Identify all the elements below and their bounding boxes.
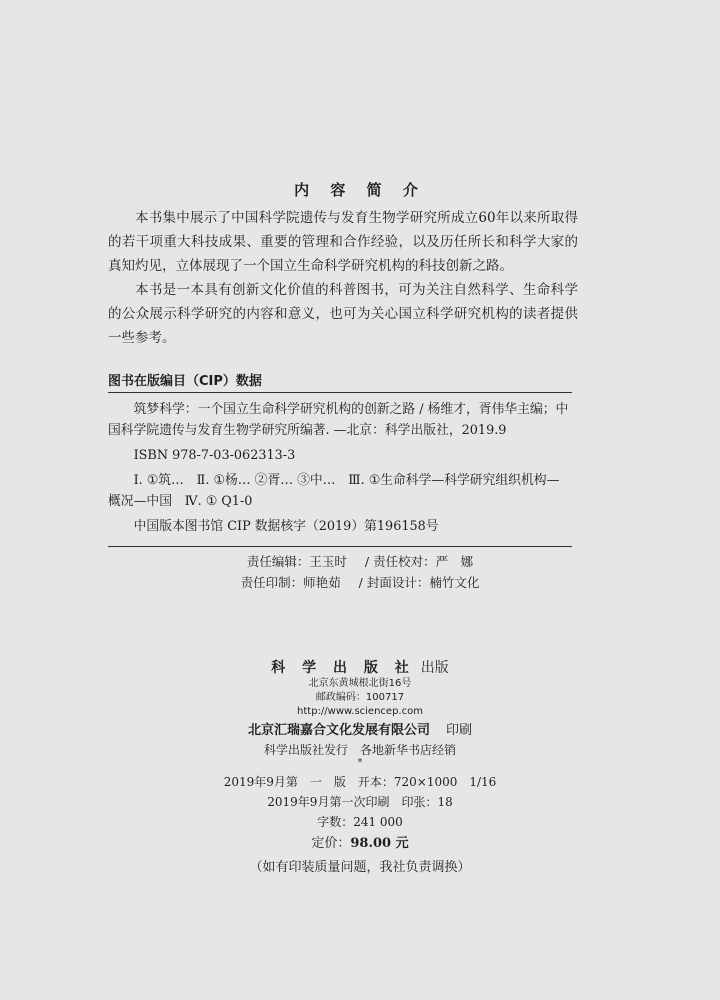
printer-name: 北京汇瑞嘉合文化发展有限公司 [247,723,430,738]
credit-cover: / 封面设计：楠竹文化 [358,575,480,590]
cip-bottom-rule [108,546,572,547]
cip-number: 中国版本图书馆 CIP 数据核字（2019）第196158号 [133,519,439,534]
intro-paragraph-2: 本书是一本具有创新文化价值的科普图书，可为关注自然科学、生命科学的公众展示科学研究的内容和意义，也可为关心国立科学研究机构的读者提供一些参考。 [108,282,578,346]
publisher-url: http://www.sciencep.com [297,706,423,717]
price-label: 定价： [311,836,351,851]
cip-heading: 图书在版编目（CIP）数据 [108,374,262,389]
quality-notice: （如有印装质量问题，我社负责调换） [249,860,471,875]
printing-info: 2019年9月第一次印刷 印张：18 [267,795,453,809]
edition-info: 2019年9月第 一 版 开本：720×1000 1/16 [223,775,497,789]
price-value: 98.00 元 [350,836,409,851]
cip-isbn: ISBN 978-7-03-062313-3 [133,448,296,463]
cip-record [108,399,572,537]
publisher-postcode: 邮政编码：100717 [315,692,405,703]
word-count: 字数：241 000 [317,815,403,829]
publisher-suffix: 出版 [420,660,449,676]
credit-printing: 责任印制：师艳茹 [240,575,341,590]
credit-proofreader: / 责任校对：严 娜 [364,554,474,569]
credit-editor: 责任编辑：王玉时 [246,554,347,569]
price-line [0,832,720,851]
printer-line [0,719,720,738]
intro-title: 内 容 简 介 [294,181,426,199]
credits-line-2 [0,572,720,594]
publisher-address: 北京东黄城根北街16号 [308,678,412,689]
cip-classification: I. ①筑… Ⅱ. ①杨… ②胥… ③中… Ⅲ. ①生命科学—科学研究组织机构—概况—中国 Ⅳ. ① Q1-0 [108,473,560,509]
separator-star: * [357,758,363,768]
cip-top-rule [108,392,572,393]
intro-body [108,206,578,350]
credits-line-1 [0,551,720,573]
intro-paragraph-1: 本书集中展示了中国科学院遗传与发育生物学研究所成立60年以来所取得的若干项重大科技成果、重要的管理和合作经验，以及历任所长和科学大家的真知灼见，立体展现了一个国立生命科学研究机构的科技创新之路。 [108,210,578,274]
distribution: 科学出版社发行 各地新华书店经销 [263,743,456,757]
publisher-line [0,657,720,677]
printer-suffix: 印刷 [446,723,473,738]
publisher-name: 科 学 出 版 社 [271,660,415,676]
cip-bibliographic-record: 筑梦科学：一个国立生命科学研究机构的创新之路 / 杨维才，胥伟华主编；中国科学院遗传与发育生物学研究所编著. —北京：科学出版社，2019.9 [108,402,569,438]
